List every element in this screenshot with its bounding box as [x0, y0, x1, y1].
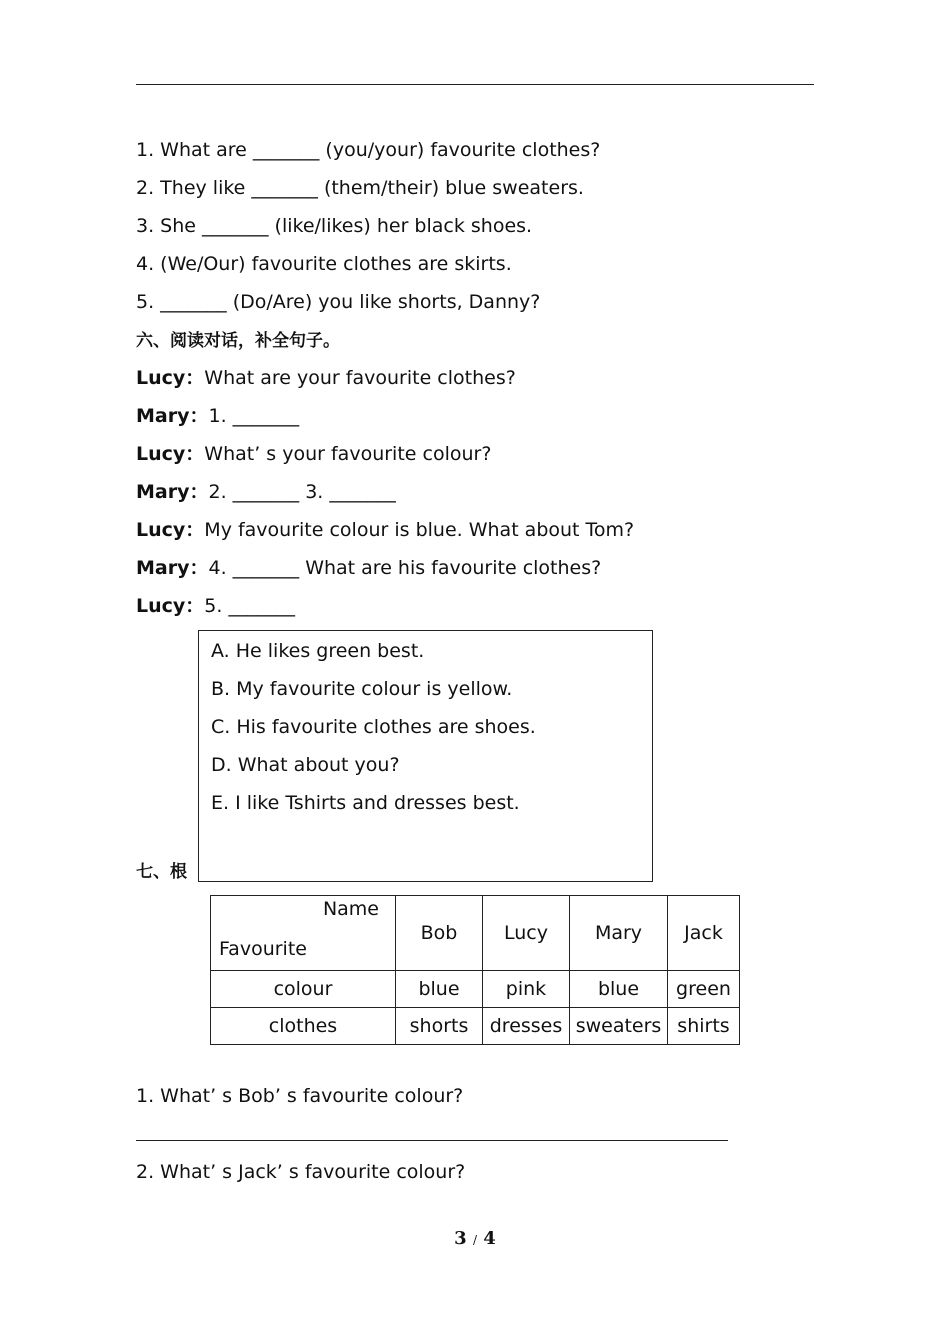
row-label: clothes	[211, 1008, 396, 1045]
table-cell: pink	[483, 971, 570, 1008]
name-header: Jack	[668, 896, 740, 971]
table-cell: shirts	[668, 1008, 740, 1045]
favourites-table	[210, 895, 740, 1045]
current-page: 3	[454, 1228, 467, 1249]
utterance: 4. _______ What are his favourite clothes?	[208, 557, 602, 579]
utterance: What’ s your favourite colour?	[204, 443, 492, 465]
name-header: Lucy	[483, 896, 570, 971]
corner-cell	[211, 896, 396, 971]
table-header-row	[211, 896, 740, 971]
table-cell: shorts	[396, 1008, 483, 1045]
table-cell: green	[668, 971, 740, 1008]
speaker: Mary：	[136, 557, 209, 579]
option-a: A. He likes green best.	[211, 640, 425, 662]
speaker: Lucy：	[136, 595, 205, 617]
options-box	[198, 630, 653, 882]
table-cell: blue	[396, 971, 483, 1008]
name-header: Mary	[570, 896, 668, 971]
table-cell: dresses	[483, 1008, 570, 1045]
table-cell: sweaters	[570, 1008, 668, 1045]
option-e: E. I like Tshirts and dresses best.	[211, 792, 520, 814]
speaker: Mary：	[136, 405, 209, 427]
utterance: 5. _______	[204, 595, 295, 617]
page-number	[0, 1228, 950, 1249]
speaker: Lucy：	[136, 443, 205, 465]
page-separator: /	[472, 1233, 478, 1247]
ex5-item-4: 4. (We/Our) favourite clothes are skirts.	[136, 253, 512, 275]
ex7-question-2: 2. What’ s Jack’ s favourite colour?	[136, 1161, 466, 1183]
utterance: 2. _______ 3. _______	[208, 481, 396, 503]
speaker: Lucy：	[136, 519, 205, 541]
speaker: Lucy：	[136, 367, 205, 389]
table-row	[211, 971, 740, 1008]
dialogue-line	[136, 518, 634, 542]
speaker: Mary：	[136, 481, 209, 503]
ex5-item-1: 1. What are _______ (you/your) favourite clothes?	[136, 139, 601, 161]
dialogue-line	[136, 594, 295, 618]
ex5-item-3: 3. She _______ (like/likes) her black shoes.	[136, 215, 533, 237]
corner-name-label: Name	[322, 898, 379, 920]
ex5-item-2: 2. They like _______ (them/their) blue sweaters.	[136, 177, 584, 199]
option-c: C. His favourite clothes are shoes.	[211, 716, 536, 738]
option-b: B. My favourite colour is yellow.	[211, 678, 513, 700]
table-cell: blue	[570, 971, 668, 1008]
row-label: colour	[211, 971, 396, 1008]
utterance: 1. _______	[208, 405, 300, 427]
utterance: My favourite colour is blue. What about Tom?	[204, 519, 635, 541]
dialogue-line	[136, 404, 299, 428]
ex5-item-5: 5. _______ (Do/Are) you like shorts, Danny?	[136, 291, 541, 313]
total-pages: 4	[483, 1228, 496, 1249]
dialogue-line	[136, 556, 601, 580]
answer-line	[136, 1140, 728, 1141]
utterance: What are your favourite clothes?	[204, 367, 516, 389]
name-header: Bob	[396, 896, 483, 971]
option-d: D. What about you?	[211, 754, 400, 776]
dialogue-line	[136, 442, 491, 466]
corner-favourite-label: Favourite	[219, 938, 307, 960]
top-answer-line	[136, 84, 814, 85]
table-row	[211, 1008, 740, 1045]
ex6-heading: 六、阅读对话，补全句子。	[136, 331, 340, 351]
dialogue-line	[136, 480, 396, 504]
dialogue-line	[136, 366, 516, 390]
ex7-question-1: 1. What’ s Bob’ s favourite colour?	[136, 1085, 464, 1107]
ex7-heading: 七、根	[136, 862, 187, 882]
